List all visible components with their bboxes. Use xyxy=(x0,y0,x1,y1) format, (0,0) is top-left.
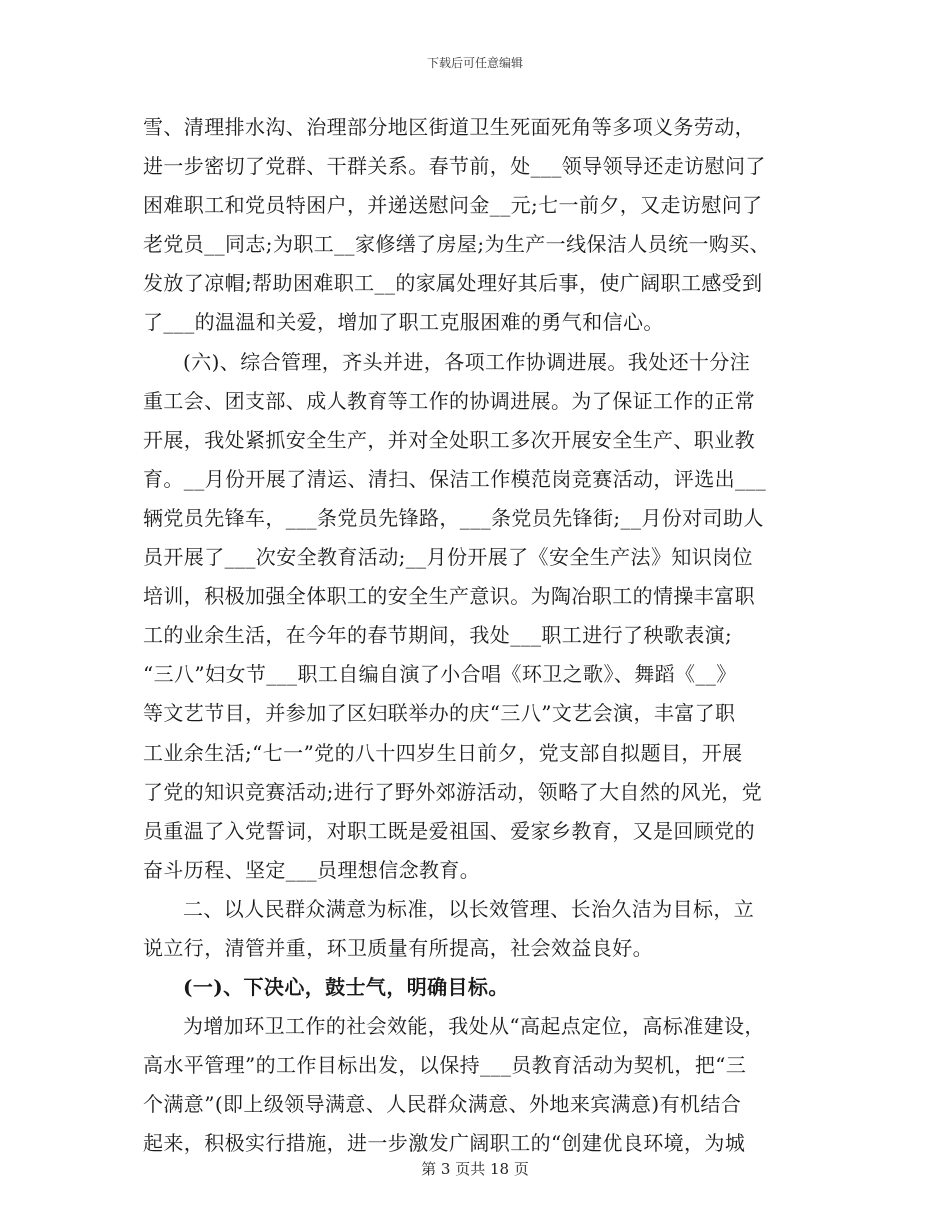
text-line: 员重温了入党誓词，对职工既是爱祖国、爱家乡教育，又是回顾党的 xyxy=(143,818,755,843)
section-heading: (一)、下决心，鼓士气，明确目标。 xyxy=(183,975,509,1000)
text-line: 起来，积极实行措施，进一步激发广阔职工的“创建优良环境，为城 xyxy=(143,1131,746,1156)
text-line: 员开展了___次安全教育活动;__月份开展了《安全生产法》知识岗位 xyxy=(143,545,753,570)
text-line: 开展，我处紧抓安全生产，并对全处职工多次开展安全生产、职业教 xyxy=(143,427,755,452)
text-line: 个满意”(即上级领导满意、人民群众满意、外地来宾满意)有机结合 xyxy=(143,1092,742,1117)
text-line: 了党的知识竞赛活动;进行了野外郊游活动，领略了大自然的风光，党 xyxy=(143,779,763,804)
page-header: 下载后可任意编辑 xyxy=(426,56,523,70)
paragraph-start-line: 二、以人民群众满意为标准，以长效管理、长治久洁为目标，立 xyxy=(183,896,755,921)
text-line: 工的业余生活，在今年的春节期间，我处___职工进行了秧歌表演; xyxy=(143,623,733,648)
text-line: “三八”妇女节___职工自编自演了小合唱《环卫之歌》、舞蹈《__》 xyxy=(143,662,737,687)
text-line: 工业余生活;“七一”党的八十四岁生日前夕，党支部自拟题目，开展 xyxy=(143,740,743,765)
paragraph-start-line: 为增加环卫工作的社会效能，我处从“高起点定位，高标准建设， xyxy=(183,1014,765,1039)
paragraph-start-line: (六)、综合管理，齐头并进，各项工作协调进展。我处还十分注 xyxy=(183,349,751,374)
text-line: 高水平管理”的工作目标出发，以保持___员教育活动为契机，把“三 xyxy=(143,1053,747,1078)
text-line: 雪、清理排水沟、治理部分地区街道卫生死面死角等多项义务劳动， xyxy=(143,115,755,139)
page-footer: 第 3 页共 18 页 xyxy=(421,1160,529,1178)
text-line: 奋斗历程、坚定___员理想信念教育。 xyxy=(143,857,481,882)
text-line: 了___的温温和关爱，增加了职工克服困难的勇气和信心。 xyxy=(143,310,664,335)
text-line: 困难职工和党员特困户，并递送慰问金__元;七一前夕，又走访慰问了 xyxy=(143,193,763,218)
document-body xyxy=(143,108,803,1164)
text-line: 说立行，清管并重，环卫质量有所提高，社会效益良好。 xyxy=(143,935,653,960)
text-line: 老党员__同志;为职工__家修缮了房屋;为生产一线保洁人员统一购买、 xyxy=(143,232,771,257)
text-line: 等文艺节目，并参加了区妇联举办的庆“三八”文艺会演，丰富了职 xyxy=(143,701,736,726)
text-line: 发放了凉帽;帮助困难职工__的家属处理好其后事，使广阔职工感受到 xyxy=(143,271,763,296)
text-line: 育。__月份开展了清运、清扫、保洁工作模范岗竞赛活动，评选出___ xyxy=(143,466,767,491)
text-line: 重工会、团支部、成人教育等工作的协调进展。为了保证工作的正常 xyxy=(143,388,755,413)
text-line: 培训，积极加强全体职工的安全生产意识。为陶冶职工的情操丰富职 xyxy=(143,584,755,609)
text-line: 进一步密切了党群、干群关系。春节前，处___领导领导还走访慰问了 xyxy=(143,154,766,179)
text-line: 辆党员先锋车，___条党员先锋路，___条党员先锋街;__月份对司助人 xyxy=(143,505,764,530)
